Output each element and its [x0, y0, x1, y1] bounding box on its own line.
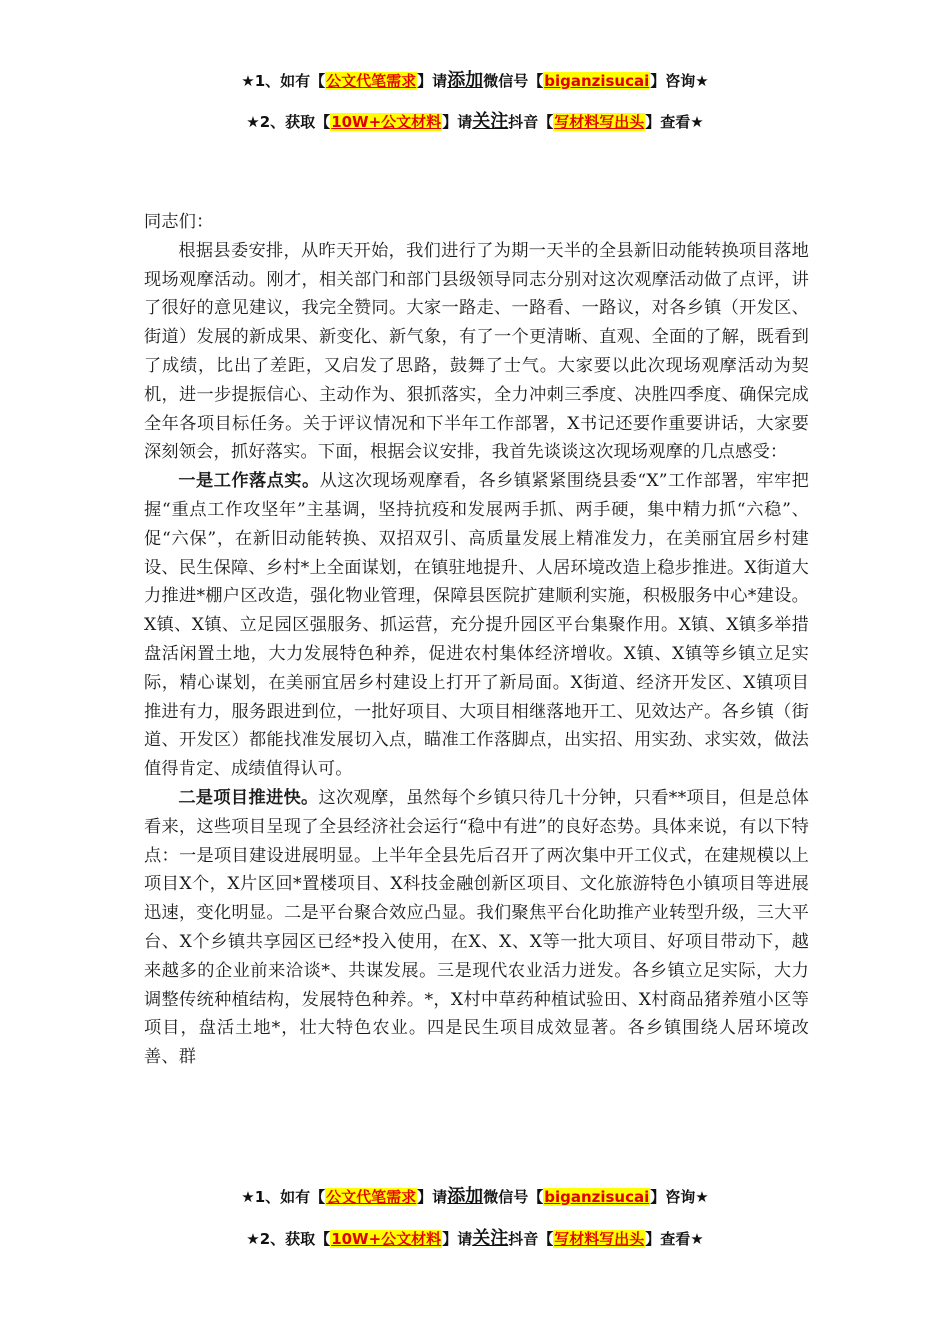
banner-highlight: 公文代笔需求 [326, 1188, 417, 1206]
banner-emphasis: 添加 [447, 1186, 484, 1207]
banner-text: 】查看★ [645, 1230, 704, 1248]
banner-text: 微信号【 [483, 1188, 544, 1206]
banner-text: 】查看★ [645, 113, 704, 131]
document-body [144, 208, 809, 1072]
banner-text: ★2、获取【 [246, 113, 331, 131]
top-banner-line-1 [0, 70, 950, 92]
banner-wechat-id: biganzisucai [544, 1188, 650, 1206]
banner-text: 】请 [442, 1230, 473, 1248]
point-1-heading: 一是工作落点实。 [178, 471, 320, 492]
point-2-text: 这次观摩，虽然每个乡镇只待几十分钟，只看**项目，但是总体看来，这些项目呈现了全县经济社会运行“稳中有进”的良好态势。具体来说，有以下特点：一是项目建设进展明显。上半年全县先后召开了两次集中开工仪式，在建规模以上项目X个，X片区回*置楼项目、X科技金融创新区项目、文化旅游特色小镇项目等进展迅速，变化明显。二是平台聚合效应凸显。我们聚焦平台化助推产业转型升级，三大平台、X个乡镇共享园区已经*投入使用，在X、X、X等一批大项目、好项目带动下，越来越多的企业前来洽谈*、共谋发展。三是现代农业活力迸发。各乡镇立足实际，大力调整传统种植结构，发展特色种养。*，X村中草药种植试验田、X村商品猪养殖小区等项目，盘活土地*，壮大特色农业。四是民生项目成效显著。各乡镇围绕人居环境改善、群 [144, 787, 809, 1068]
banner-text: ★1、如有【 [241, 1188, 326, 1206]
banner-text: 】咨询★ [650, 72, 709, 90]
banner-text: 抖音【 [508, 113, 554, 131]
top-banner-line-2 [0, 111, 950, 133]
point-2-heading: 二是项目推进快。 [178, 787, 319, 808]
salutation: 同志们： [144, 212, 214, 232]
banner-highlight: 10W+公文材料 [331, 113, 442, 131]
intro-paragraph: 根据县委安排，从昨天开始，我们进行了为期一天半的全县新旧动能转换项目落地现场观摩活动。刚才，相关部门和部门县级领导同志分别对这次观摩活动做了点评，讲了很好的意见建议，我完全赞同。大家一路走、一路看、一路议，对各乡镇（开发区、街道）发展的新成果、新变化、新气象，有了一个更清晰、直观、全面的了解，既看到了成绩，比出了差距，又启发了思路，鼓舞了士气。大家要以此次现场观摩活动为契机，进一步提振信心、主动作为、狠抓落实，全力冲刺三季度、决胜四季度、确保完成全年各项目标任务。关于评议情况和下半年工作部署，X书记还要作重要讲话，大家要深刻领会，抓好落实。下面，根据会议安排，我首先谈谈这次现场观摩的几点感受： [144, 240, 809, 463]
banner-wechat-id: biganzisucai [544, 72, 650, 90]
banner-emphasis: 关注 [472, 1228, 509, 1249]
bottom-banner-line-1 [0, 1186, 950, 1208]
banner-text: 微信号【 [483, 72, 544, 90]
banner-text: 】请 [417, 1188, 448, 1206]
banner-text: 】请 [442, 113, 473, 131]
banner-highlight: 10W+公文材料 [331, 1230, 442, 1248]
banner-text: 抖音【 [508, 1230, 554, 1248]
point-1-paragraph [144, 467, 809, 784]
banner-text: ★2、获取【 [246, 1230, 331, 1248]
banner-highlight: 公文代笔需求 [326, 72, 417, 90]
banner-text: 】咨询★ [650, 1188, 709, 1206]
banner-douyin-id: 写材料写出头 [554, 113, 645, 131]
point-2-paragraph [144, 784, 809, 1072]
banner-emphasis: 添加 [447, 70, 484, 91]
banner-douyin-id: 写材料写出头 [554, 1230, 645, 1248]
point-1-text: 从这次现场观摩看，各乡镇紧紧围绕县委“X”工作部署，牢牢把握“重点工作攻坚年”主基调，坚持抗疫和发展两手抓、两手硬，集中精力抓“六稳”、促“六保”，在新旧动能转换、双招双引、高质量发展上精准发力，在美丽宜居乡村建设、民生保障、乡村*上全面谋划，在镇驻地提升、人居环境改造上稳步推进。X街道大力推进*棚户区改造，强化物业管理，保障县医院扩建顺利实施，积极服务中心*建设。X镇、X镇、立足园区强服务、抓运营，充分提升园区平台集聚作用。X镇、X镇多举措盘活闲置土地，大力发展特色种养，促进农村集体经济增收。X镇、X镇等乡镇立足实际，精心谋划，在美丽宜居乡村建设上打开了新局面。X街道、经济开发区、X镇项目推进有力，服务跟进到位，一批好项目、大项目相继落地开工、见效达产。各乡镇（街道、开发区）都能找准发展切入点，瞄准工作落脚点，出实招、用实劲、求实效，做法值得肯定、成绩值得认可。 [144, 471, 809, 780]
banner-emphasis: 关注 [472, 111, 509, 132]
banner-text: ★1、如有【 [241, 72, 326, 90]
bottom-banner-line-2 [0, 1228, 950, 1250]
banner-text: 】请 [417, 72, 448, 90]
